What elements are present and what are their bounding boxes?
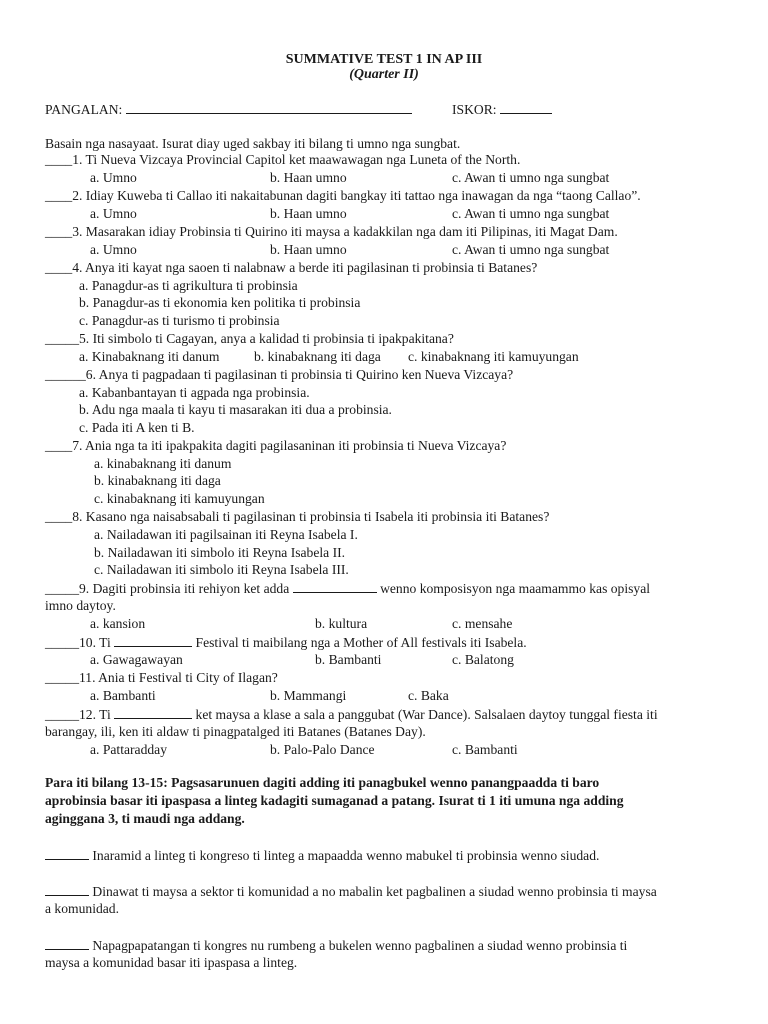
- option-b: b. kultura: [315, 616, 368, 631]
- sequence-item: Napagpapatangan ti kongres nu rumbeng a bukelen wenno pagbalinen a siudad wenno probinsia ti: [45, 937, 627, 954]
- answer-blank[interactable]: _____: [45, 670, 79, 685]
- option-b: b. Haan umno: [270, 242, 347, 257]
- option-c: c. kinabaknang iti kamuyungan: [408, 349, 579, 364]
- score-blank[interactable]: [500, 101, 552, 114]
- option-b: b. Haan umno: [270, 170, 347, 185]
- score-label: ISKOR:: [452, 102, 497, 117]
- option-b: b. Adu nga maala ti kayu ti masarakan iti dua a probinsia.: [79, 402, 392, 417]
- option-a: a. Pattaradday: [90, 742, 167, 757]
- score-row: [452, 101, 552, 118]
- sequence-item-continued: maysa a komunidad basar iti ipaspasa a linteg.: [45, 955, 298, 970]
- question-stem: ____4. Anya iti kayat nga saoen ti nalabnaw a berde iti pagilasinan ti probinsia ti Batanes?: [45, 260, 538, 275]
- fill-in-blank[interactable]: [114, 706, 192, 719]
- answer-blank[interactable]: _____: [45, 581, 79, 596]
- option-a: a. kinabaknang iti danum: [94, 456, 232, 471]
- option-a: a. Kinabaknang iti danum: [79, 349, 220, 364]
- question-stem: _____12. Ti ket maysa a klase a sala a panggubat (War Dance). Salsalaen daytoy tunggal fiesta iti: [45, 707, 658, 722]
- sequence-blank[interactable]: [45, 847, 89, 860]
- sequence-blank[interactable]: [45, 883, 89, 896]
- option-c: c. mensahe: [452, 616, 513, 631]
- option-a: a. Umno: [90, 242, 137, 257]
- option-b: b. kinabaknang iti daga: [254, 349, 381, 364]
- sequence-blank[interactable]: [45, 937, 89, 950]
- option-c: c. Nailadawan iti simbolo iti Reyna Isabela III.: [94, 562, 349, 577]
- option-c: c. Bambanti: [452, 742, 518, 757]
- answer-blank[interactable]: _____: [45, 331, 79, 346]
- option-c: c. Baka: [408, 688, 449, 703]
- answer-blank[interactable]: ____: [45, 438, 73, 453]
- test-subtitle: (Quarter II): [349, 67, 419, 82]
- option-a: a. Panagdur-as ti agrikultura ti probinsia: [79, 278, 298, 293]
- question-stem: ____2. Idiay Kuweba ti Callao iti nakaitabunan dagiti bangkay iti tattao nga inawagan da nga “taong Callao”.: [45, 188, 641, 203]
- fill-in-blank[interactable]: [114, 634, 192, 647]
- part2-instructions-line: agingganа 3, ti maudi nga addang.: [45, 811, 245, 826]
- answer-blank[interactable]: ____: [45, 509, 73, 524]
- name-label: PANGALAN:: [45, 102, 123, 117]
- option-b: b. Mammangi: [270, 688, 347, 703]
- question-stem: ____7. Ania nga ta iti ipakpakita dagiti pagilasaninan iti probinsia ti Nueva Vizcaya?: [45, 438, 507, 453]
- option-b: b. Nailadawan iti simbolo iti Reyna Isabela II.: [94, 545, 346, 560]
- answer-blank[interactable]: _____: [45, 707, 79, 722]
- name-blank[interactable]: [126, 101, 412, 114]
- option-a: a. Umno: [90, 206, 137, 221]
- instructions: Basain nga nasayaat. Isurat diay uged sakbay iti bilang ti umno nga sungbat.: [45, 136, 461, 151]
- question-stem-continued: imno daytoy.: [45, 598, 116, 613]
- option-b: b. kinabaknang iti daga: [94, 473, 221, 488]
- answer-blank[interactable]: ______: [45, 367, 86, 382]
- option-b: b. Palo-Palo Dance: [270, 742, 375, 757]
- name-row: [45, 101, 412, 118]
- question-stem: _____10. Ti Festival ti maibilang nga a Mother of All festivals iti Isabela.: [45, 635, 527, 650]
- sequence-item: Inaramid a linteg ti kongreso ti linteg a mapaadda wenno mabukel ti probinsia wenno siudad.: [45, 847, 599, 864]
- option-a: a. Nailadawan iti pagilsainan iti Reyna Isabela I.: [94, 527, 358, 542]
- answer-blank[interactable]: _____: [45, 635, 79, 650]
- answer-blank[interactable]: ____: [45, 188, 73, 203]
- option-c: c. kinabaknang iti kamuyungan: [94, 491, 265, 506]
- option-c: c. Panagdur-as ti turismo ti probinsia: [79, 313, 280, 328]
- option-c: c. Pada iti A ken ti B.: [79, 420, 195, 435]
- question-stem-continued: barangay, ili, ken iti aldaw ti pinagpatalged iti Batanes (Batanes Day).: [45, 724, 426, 739]
- option-c: c. Awan ti umno nga sungbat: [452, 170, 610, 185]
- option-a: a. Bambanti: [90, 688, 156, 703]
- option-c: c. Balatong: [452, 652, 514, 667]
- part2-instructions-line: aprobinsia basar iti ipaspasa a linteg kadagiti sumaganad a patang. Isurat ti 1 iti umuna nga adding: [45, 793, 624, 808]
- sequence-item: Dinawat ti maysa a sektor ti komunidad a no mabalin ket pagbalinen a siudad wenno probinsia ti maysa: [45, 883, 657, 900]
- question-stem: ____8. Kasano nga naisabsabali ti pagilasinan ti probinsia ti Isabela iti probinsia iti Batanes?: [45, 509, 550, 524]
- test-title: SUMMATIVE TEST 1 IN AP III: [285, 52, 483, 67]
- option-b: b. Haan umno: [270, 206, 347, 221]
- option-a: a. Kabanbantayan ti agpada nga probinsia.: [79, 385, 310, 400]
- question-stem: ____1. Ti Nueva Vizcaya Provincial Capitol ket maawawagan nga Luneta of the North.: [45, 152, 521, 167]
- sequence-item-continued: a komunidad.: [45, 901, 119, 916]
- question-stem: _____11. Ania ti Festival ti City of Ilagan?: [45, 670, 278, 685]
- fill-in-blank[interactable]: [293, 580, 377, 593]
- question-stem: ____3. Masarakan idiay Probinsia ti Quirino iti maysa a kadakkilan nga dam iti Pilipinas, iti Magat Dam.: [45, 224, 618, 239]
- answer-blank[interactable]: ____: [45, 224, 73, 239]
- question-stem: ______6. Anya ti pagpadaan ti pagilasinan ti probinsia ti Quirino ken Nueva Vizcaya?: [45, 367, 514, 382]
- option-a: a. kansion: [90, 616, 146, 631]
- option-c: c. Awan ti umno nga sungbat: [452, 242, 610, 257]
- question-stem: _____5. Iti simbolo ti Cagayan, anya a kalidad ti probinsia ti ipakpakitana?: [45, 331, 454, 346]
- part2-instructions-line: Para iti bilang 13-15: Pagsasarunuen dagiti adding iti panagbukel wenno panangpaadda ti baro: [45, 775, 600, 790]
- answer-blank[interactable]: ____: [45, 152, 73, 167]
- option-c: c. Awan ti umno nga sungbat: [452, 206, 610, 221]
- option-b: b. Panagdur-as ti ekonomia ken politika ti probinsia: [79, 295, 361, 310]
- question-stem: _____9. Dagiti probinsia iti rehiyon ket adda wenno komposisyon nga maamammo kas opisyal: [45, 581, 651, 596]
- answer-blank[interactable]: ____: [45, 260, 73, 275]
- option-b: b. Bambanti: [315, 652, 382, 667]
- option-a: a. Gawagawayan: [90, 652, 183, 667]
- option-a: a. Umno: [90, 170, 137, 185]
